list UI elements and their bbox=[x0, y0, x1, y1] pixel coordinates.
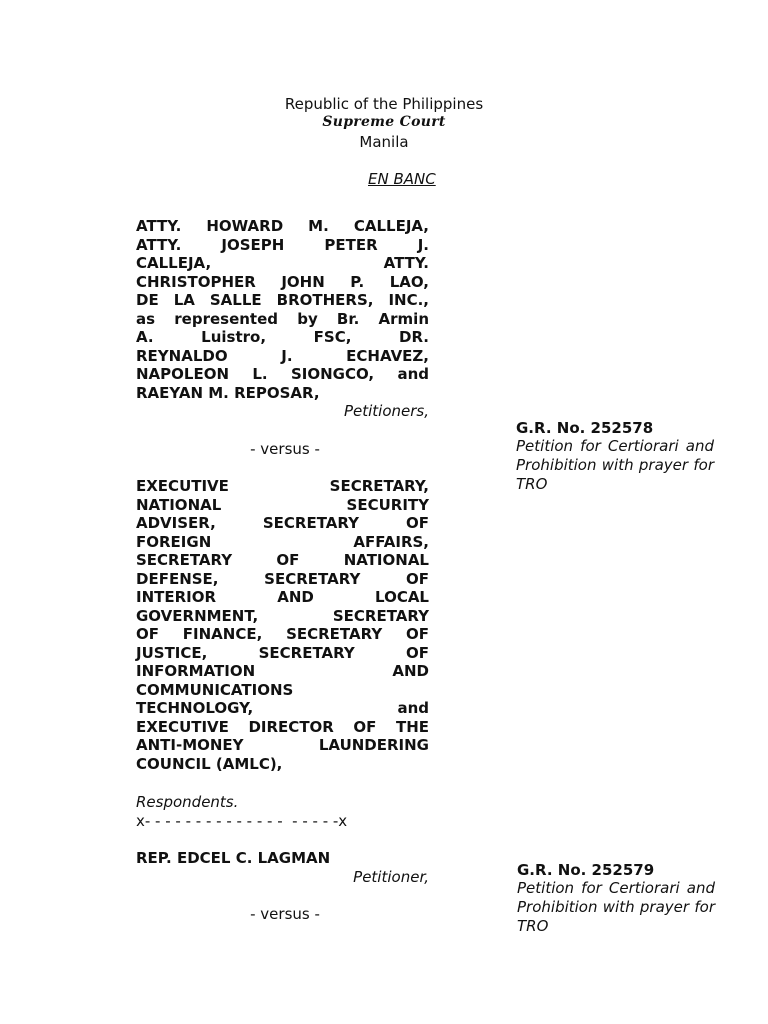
respondent-line: EXECUTIVE SECRETARY, bbox=[136, 477, 429, 495]
respondents-label: Respondents. bbox=[136, 793, 239, 811]
republic-line: Republic of the Philippines bbox=[284, 95, 484, 113]
petitioner-line: RAEYAN M. REPOSAR, bbox=[136, 383, 320, 402]
petitioner-line: NAPOLEON L. SIONGCO, and bbox=[136, 365, 429, 383]
city-line: Manila bbox=[359, 133, 409, 151]
respondent-line: COMMUNICATIONS bbox=[136, 680, 294, 699]
petitioner-line: as represented by Br. Armin bbox=[136, 309, 429, 328]
versus-label: - versus - bbox=[250, 440, 320, 458]
respondent-line: COUNCIL (AMLC), bbox=[136, 754, 283, 773]
respondent-line: JUSTICE, SECRETARY OF bbox=[136, 643, 429, 662]
respondent-line: SECRETARY OF NATIONAL bbox=[136, 551, 429, 569]
petitioner-line: ATTY. HOWARD M. CALLEJA, bbox=[136, 217, 429, 235]
case-description: Petition for Certiorari and Prohibition with prayer for TRO bbox=[516, 437, 714, 493]
respondent-line: GOVERNMENT, SECRETARY bbox=[136, 606, 429, 625]
respondent-line: TECHNOLOGY, and bbox=[136, 699, 429, 717]
versus-label: - versus - bbox=[250, 905, 320, 923]
case-description: Petition for Certiorari and Prohibition with prayer for TRO bbox=[517, 879, 715, 935]
court-name: Supreme Court bbox=[322, 114, 446, 130]
petitioner-line: A. Luistro, FSC, DR. bbox=[136, 328, 429, 346]
petitioner-line: REYNALDO J. ECHAVEZ, bbox=[136, 346, 429, 365]
respondent-line: INTERIOR AND LOCAL bbox=[136, 588, 429, 606]
respondent-line: FOREIGN AFFAIRS, bbox=[136, 532, 429, 551]
respondent-line: EXECUTIVE DIRECTOR OF THE bbox=[136, 717, 429, 736]
respondent-line: ADVISER, SECRETARY OF bbox=[136, 514, 429, 532]
petitioner-name: REP. EDCEL C. LAGMAN bbox=[136, 849, 331, 867]
petitioners-block bbox=[136, 217, 429, 402]
gr-number: G.R. No. 252579 bbox=[517, 861, 655, 879]
division-label: EN BANC bbox=[368, 170, 436, 188]
petitioners-label: Petitioners, bbox=[343, 402, 429, 420]
petitioner-label: Petitioner, bbox=[353, 868, 429, 886]
respondent-line: INFORMATION AND bbox=[136, 662, 429, 680]
petitioner-line: ATTY. JOSEPH PETER J. bbox=[136, 235, 429, 254]
gr-number: G.R. No. 252578 bbox=[516, 419, 654, 437]
respondents-block bbox=[136, 477, 429, 773]
petitioner-line: DE LA SALLE BROTHERS, INC., bbox=[136, 291, 429, 309]
respondent-line: OF FINANCE, SECRETARY OF bbox=[136, 625, 429, 643]
petitioner-line: CHRISTOPHER JOHN P. LAO, bbox=[136, 272, 429, 291]
petitioner-line: CALLEJA, ATTY. bbox=[136, 254, 429, 272]
separator-line: x- - - - - - - - - - - - - - - - - - -x bbox=[136, 812, 348, 830]
respondent-line: DEFENSE, SECRETARY OF bbox=[136, 569, 429, 588]
respondent-line: ANTI-MONEY LAUNDERING bbox=[136, 736, 429, 754]
respondent-line: NATIONAL SECURITY bbox=[136, 495, 429, 514]
